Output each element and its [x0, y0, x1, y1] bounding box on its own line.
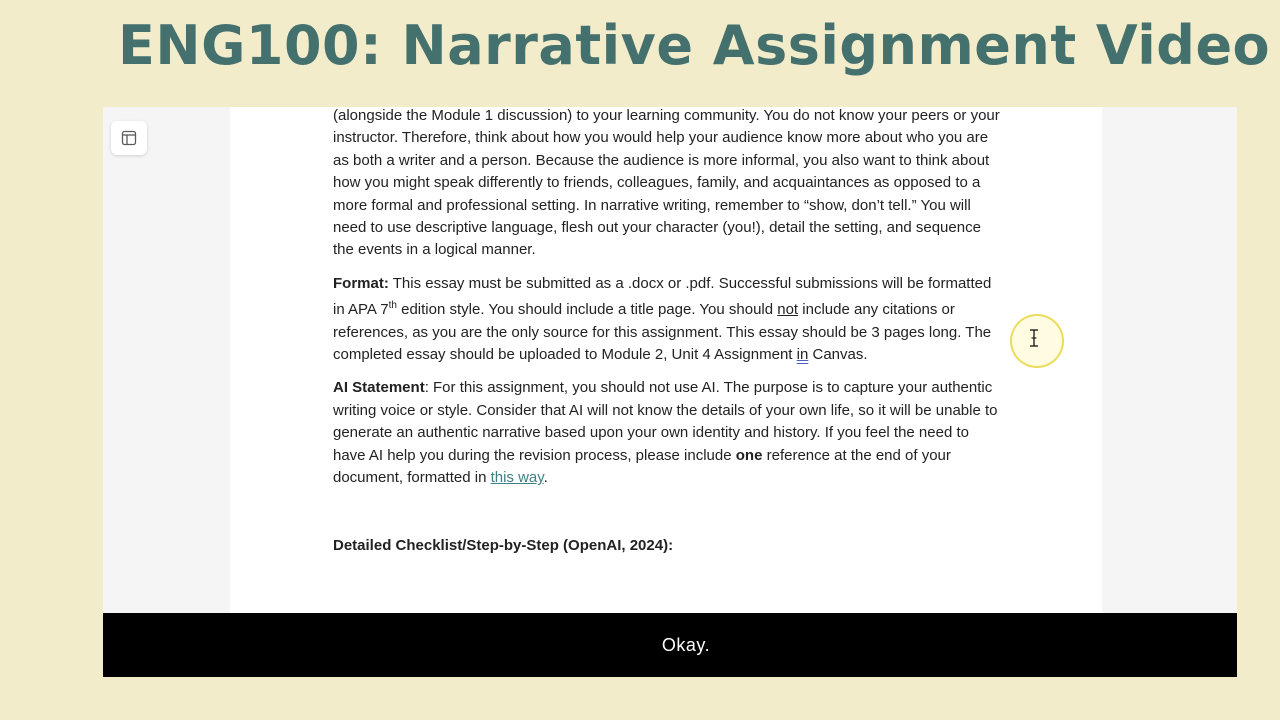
document-viewer — [103, 107, 1237, 613]
format-label: Format: — [333, 274, 389, 292]
format-text-1: This essay must be submitted as a .docx or .pdf. Successful submissions will be formatted in APA 7 — [333, 274, 992, 319]
ai-statement-text-1: : For this assignment, you should not use AI. The purpose is to capture your authentic writing voice or style. Consider that AI will not know the details of your own life, so it will be unable to generate an authentic narrative based upon your own identity and history. If you feel the need to have AI help you during the revision process, please include — [333, 379, 998, 464]
document-page[interactable] — [230, 107, 1102, 613]
grammar-flagged-word[interactable]: in — [796, 346, 809, 364]
format-emphasis: not — [777, 301, 799, 319]
caption-bar — [103, 613, 1237, 677]
intro-paragraph: (alongside the Module 1 discussion) to your learning community. You do not know your peers or your instructor. Therefore, think about how you would help your audience know more about who you are as both a writer and a person. Because the audience is more informal, you also want to think about how you might speak differently to friends, colleagues, family, and acquaintances as opposed to a more formal and professional setting. In narrative writing, remember to “show, don’t tell.” You will need to use descriptive language, flesh out your character (you!), detail the setting, and sequence the events in a logical manner. — [333, 107, 1000, 259]
format-paragraph — [333, 273, 1005, 367]
ai-statement-bold-word: one — [735, 446, 763, 464]
navigation-pane-icon — [121, 130, 137, 146]
format-superscript: th — [388, 300, 397, 312]
slide-title: ENG100: Narrative Assignment Video — [118, 14, 1271, 77]
format-text-2: edition style. You should include a title page. You should — [396, 301, 778, 319]
ai-statement-text-3: . — [543, 469, 548, 487]
format-text-3: include any citations or references, as you are the only source for this assignment. This essay should be 3 pages long. The completed essay should be uploaded to Module 2, Unit 4 Assignment — [333, 301, 992, 364]
navigation-pane-button[interactable] — [111, 121, 147, 155]
format-text-4: Canvas. — [808, 346, 868, 364]
ai-statement-text-2: reference at the end of your document, formatted in — [333, 446, 951, 487]
ai-statement-label: AI Statement — [333, 379, 425, 397]
this-way-link[interactable]: this way — [490, 469, 544, 487]
ai-statement-paragraph — [333, 377, 1005, 489]
text-ibeam-cursor-icon — [1027, 328, 1041, 352]
document-body[interactable] — [333, 107, 1005, 557]
caption-text: Okay. — [661, 634, 711, 655]
checklist-heading: Detailed Checklist/Step-by-Step (OpenAI, 2024): — [333, 536, 674, 554]
